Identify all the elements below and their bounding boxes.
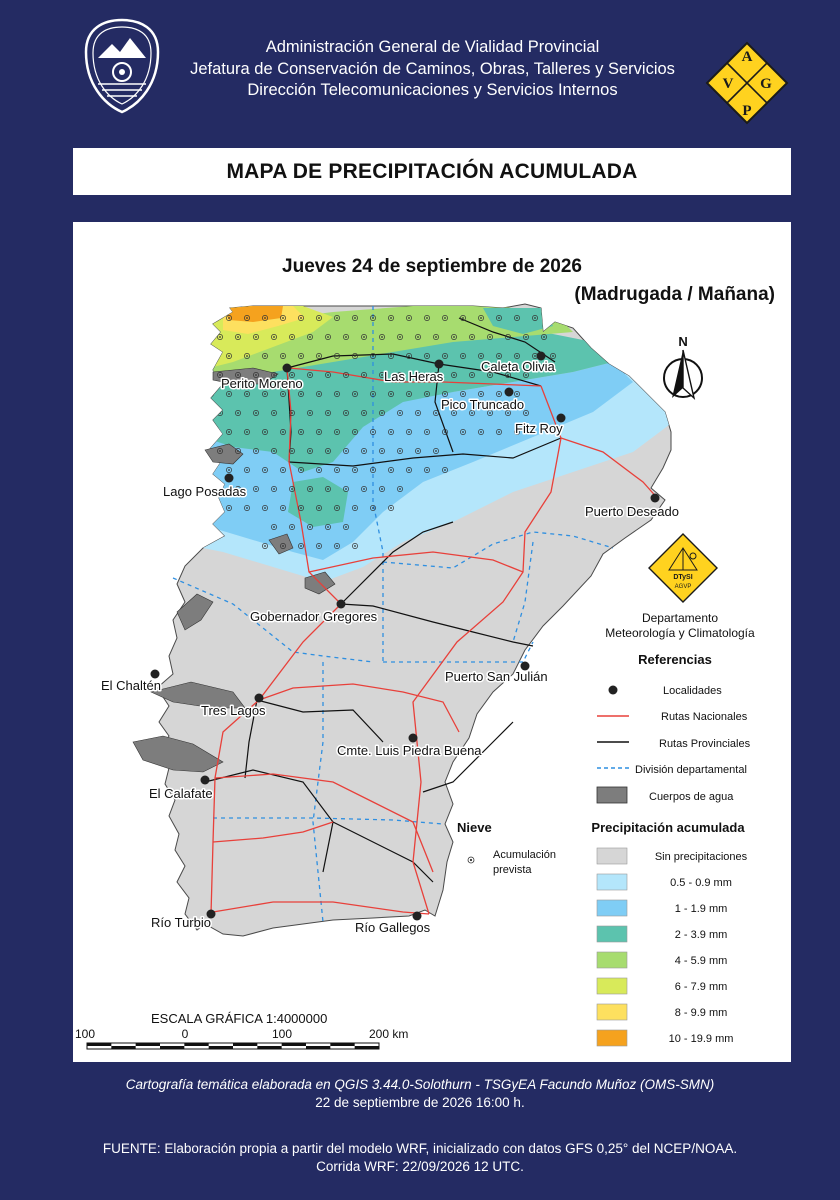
scale-tick-mid: 100 bbox=[271, 1027, 293, 1041]
snow-marker bbox=[190, 315, 195, 320]
locality-label-caleta-olivia: Caleta Olivia bbox=[481, 359, 555, 374]
locality-label-el-chalten: El Chaltén bbox=[101, 678, 161, 693]
scale-segments bbox=[87, 1043, 379, 1049]
header-line-2: Jefatura de Conservación de Caminos, Obras, Talleres y Servicios bbox=[190, 60, 675, 78]
precipitation-legend-title: Precipitación acumulada bbox=[591, 820, 745, 835]
snow-legend-label-2: prevista bbox=[493, 864, 532, 876]
agvp-letter-p: P bbox=[742, 103, 752, 119]
legend-item-localities bbox=[609, 685, 723, 697]
snow-legend-symbol bbox=[468, 857, 474, 863]
precipitation-class-label-7: 10 - 19.9 mm bbox=[668, 1033, 734, 1045]
locality-label-fitz-roy: Fitz Roy bbox=[515, 421, 563, 436]
department-logo bbox=[649, 534, 717, 602]
snow-marker bbox=[208, 467, 213, 472]
locality-label-gobernador-gregores: Gobernador Gregores bbox=[250, 609, 378, 624]
snow-marker bbox=[550, 315, 555, 320]
department-name-line-1: Departamento bbox=[641, 611, 719, 625]
precipitation-class-swatch-0 bbox=[597, 848, 627, 864]
scale-bar-segment bbox=[87, 1043, 111, 1046]
scale-bar-segment bbox=[355, 1046, 379, 1049]
precipitation-class-label-3: 2 - 3.9 mm bbox=[674, 929, 728, 941]
locality-label-pico-truncado: Pico Truncado bbox=[441, 397, 525, 412]
precipitation-map bbox=[73, 222, 791, 1062]
snow-marker bbox=[190, 505, 195, 510]
precipitation-class-4 bbox=[597, 952, 727, 968]
locality-label-puerto-deseado: Puerto Deseado bbox=[585, 504, 679, 519]
department-name-line-2: Meteorología y Climatología bbox=[605, 626, 755, 640]
legend-item-water-bodies bbox=[597, 787, 734, 803]
snow-marker bbox=[199, 334, 204, 339]
locality-label-puerto-san-julian: Puerto San Julián bbox=[445, 669, 548, 684]
precipitation-class-swatch-7 bbox=[597, 1030, 627, 1046]
snow-marker bbox=[190, 353, 195, 358]
legend-label-provincial-roads: Rutas Provinciales bbox=[659, 738, 751, 750]
header-line-3: Dirección Telecomunicaciones y Servicios Internos bbox=[247, 81, 618, 99]
locality-label-rio-turbio: Río Turbio bbox=[151, 915, 211, 930]
precipitation-legend bbox=[591, 820, 747, 1046]
references-legend bbox=[597, 652, 751, 803]
scale-bar-segment bbox=[282, 1043, 306, 1046]
scale-bar-segment bbox=[209, 1046, 233, 1049]
precipitation-class-label-2: 1 - 1.9 mm bbox=[674, 903, 728, 915]
precipitation-class-0 bbox=[597, 848, 748, 864]
references-title: Referencias bbox=[638, 652, 712, 667]
scale-tick-zero: 0 bbox=[181, 1027, 189, 1041]
map-date: Jueves 24 de septiembre de 2026 bbox=[282, 256, 582, 277]
snow-legend-title: Nieve bbox=[457, 820, 492, 835]
snow-marker bbox=[208, 315, 213, 320]
scale-bar-segment bbox=[233, 1043, 257, 1046]
snow-marker bbox=[190, 429, 195, 434]
precipitation-class-7 bbox=[597, 1030, 733, 1046]
precipitation-classes bbox=[597, 848, 748, 1046]
locality-label-luis-piedra-buena: Cmte. Luis Piedra Buena bbox=[337, 743, 482, 758]
locality-label-lago-posadas: Lago Posadas bbox=[163, 484, 247, 499]
precipitation-class-swatch-1 bbox=[597, 874, 627, 890]
precipitation-class-label-1: 0.5 - 0.9 mm bbox=[670, 877, 732, 889]
scale-bar-segment bbox=[306, 1046, 330, 1049]
legend-item-national-roads bbox=[597, 711, 748, 723]
snow-marker bbox=[190, 467, 195, 472]
agvp-letter-g: G bbox=[760, 76, 772, 92]
precipitation-class-swatch-2 bbox=[597, 900, 627, 916]
locality-label-rio-gallegos: Río Gallegos bbox=[355, 920, 431, 935]
department-logo-text-1: DTySI bbox=[673, 574, 693, 581]
precipitation-class-label-0: Sin precipitaciones bbox=[654, 851, 748, 863]
north-arrow-label: N bbox=[678, 334, 688, 349]
precipitation-class-swatch-4 bbox=[597, 952, 627, 968]
locality-label-perito-moreno: Perito Moreno bbox=[221, 376, 303, 391]
scale-title: ESCALA GRÁFICA 1:4000000 bbox=[151, 1011, 328, 1026]
agvp-logo bbox=[704, 40, 790, 126]
locality-label-el-calafate: El Calafate bbox=[149, 786, 213, 801]
legend-label-national-roads: Rutas Nacionales bbox=[661, 711, 748, 723]
precipitation-class-swatch-3 bbox=[597, 926, 627, 942]
footer-date: 22 de septiembre de 2026 16:00 h. bbox=[315, 1095, 525, 1110]
legend-item-department-division bbox=[597, 764, 747, 776]
snow-marker bbox=[199, 448, 204, 453]
legend-item-provincial-roads bbox=[597, 738, 751, 750]
locality-label-las-heras: Las Heras bbox=[384, 369, 444, 384]
precipitation-class-3 bbox=[597, 926, 727, 942]
snow-marker bbox=[190, 391, 195, 396]
agvp-letter-a: A bbox=[741, 49, 753, 65]
snow-marker bbox=[199, 410, 204, 415]
header-line-1: Administración General de Vialidad Provincial bbox=[265, 38, 600, 56]
scale-bar-segment bbox=[111, 1046, 135, 1049]
scale-bar-segment bbox=[136, 1043, 160, 1046]
snow-legend bbox=[457, 820, 556, 876]
map-title-box bbox=[73, 148, 791, 195]
scale-bar-segment bbox=[330, 1043, 354, 1046]
scale-bar-segment bbox=[257, 1046, 281, 1049]
legend-label-localities: Localidades bbox=[663, 685, 722, 697]
precipitation-class-swatch-5 bbox=[597, 978, 627, 994]
precipitation-class-label-4: 4 - 5.9 mm bbox=[674, 955, 728, 967]
legend-label-department-division: División departamental bbox=[635, 764, 747, 776]
scale-tick-right: 200 km bbox=[369, 1027, 409, 1041]
map-period: (Madrugada / Mañana) bbox=[574, 284, 775, 305]
scale-tick-left: 100 bbox=[75, 1027, 96, 1041]
precipitation-class-label-5: 6 - 7.9 mm bbox=[674, 981, 728, 993]
snow-marker bbox=[208, 429, 213, 434]
agvp-letter-v: V bbox=[722, 76, 734, 92]
precipitation-class-2 bbox=[597, 900, 727, 916]
precipitation-class-6 bbox=[597, 1004, 727, 1020]
precipitation-class-label-6: 8 - 9.9 mm bbox=[674, 1007, 728, 1019]
precipitation-class-swatch-6 bbox=[597, 1004, 627, 1020]
snow-marker bbox=[208, 353, 213, 358]
snow-legend-label-1: Acumulación bbox=[493, 849, 556, 861]
footer-credit: Cartografía temática elaborada en QGIS 3.44.0-Solothurn - TSGyEA Facundo Muñoz (OMS-SMN) bbox=[125, 1077, 715, 1092]
precipitation-class-1 bbox=[597, 874, 732, 890]
footer-run: Corrida WRF: 22/09/2026 12 UTC. bbox=[316, 1159, 524, 1174]
locality-label-tres-lagos: Tres Lagos bbox=[201, 703, 266, 718]
scale-bar bbox=[75, 1011, 408, 1049]
north-arrow bbox=[664, 334, 702, 398]
map-panel bbox=[73, 222, 791, 1062]
scale-bar-segment bbox=[160, 1046, 184, 1049]
scale-bar-segment bbox=[184, 1043, 208, 1046]
precipitation-class-5 bbox=[597, 978, 727, 994]
locality-el-chalten bbox=[101, 670, 161, 694]
footer-source: FUENTE: Elaboración propia a partir del modelo WRF, inicializado con datos GFS 0,25° del NCEP/NOAA. bbox=[102, 1141, 738, 1156]
snow-marker bbox=[199, 372, 204, 377]
department-logo-text-2: AGVP bbox=[674, 584, 692, 590]
legend-label-water-bodies: Cuerpos de agua bbox=[649, 791, 734, 803]
header bbox=[0, 0, 840, 140]
snow-marker bbox=[208, 505, 213, 510]
map-title: MAPA DE PRECIPITACIÓN ACUMULADA bbox=[226, 159, 638, 183]
